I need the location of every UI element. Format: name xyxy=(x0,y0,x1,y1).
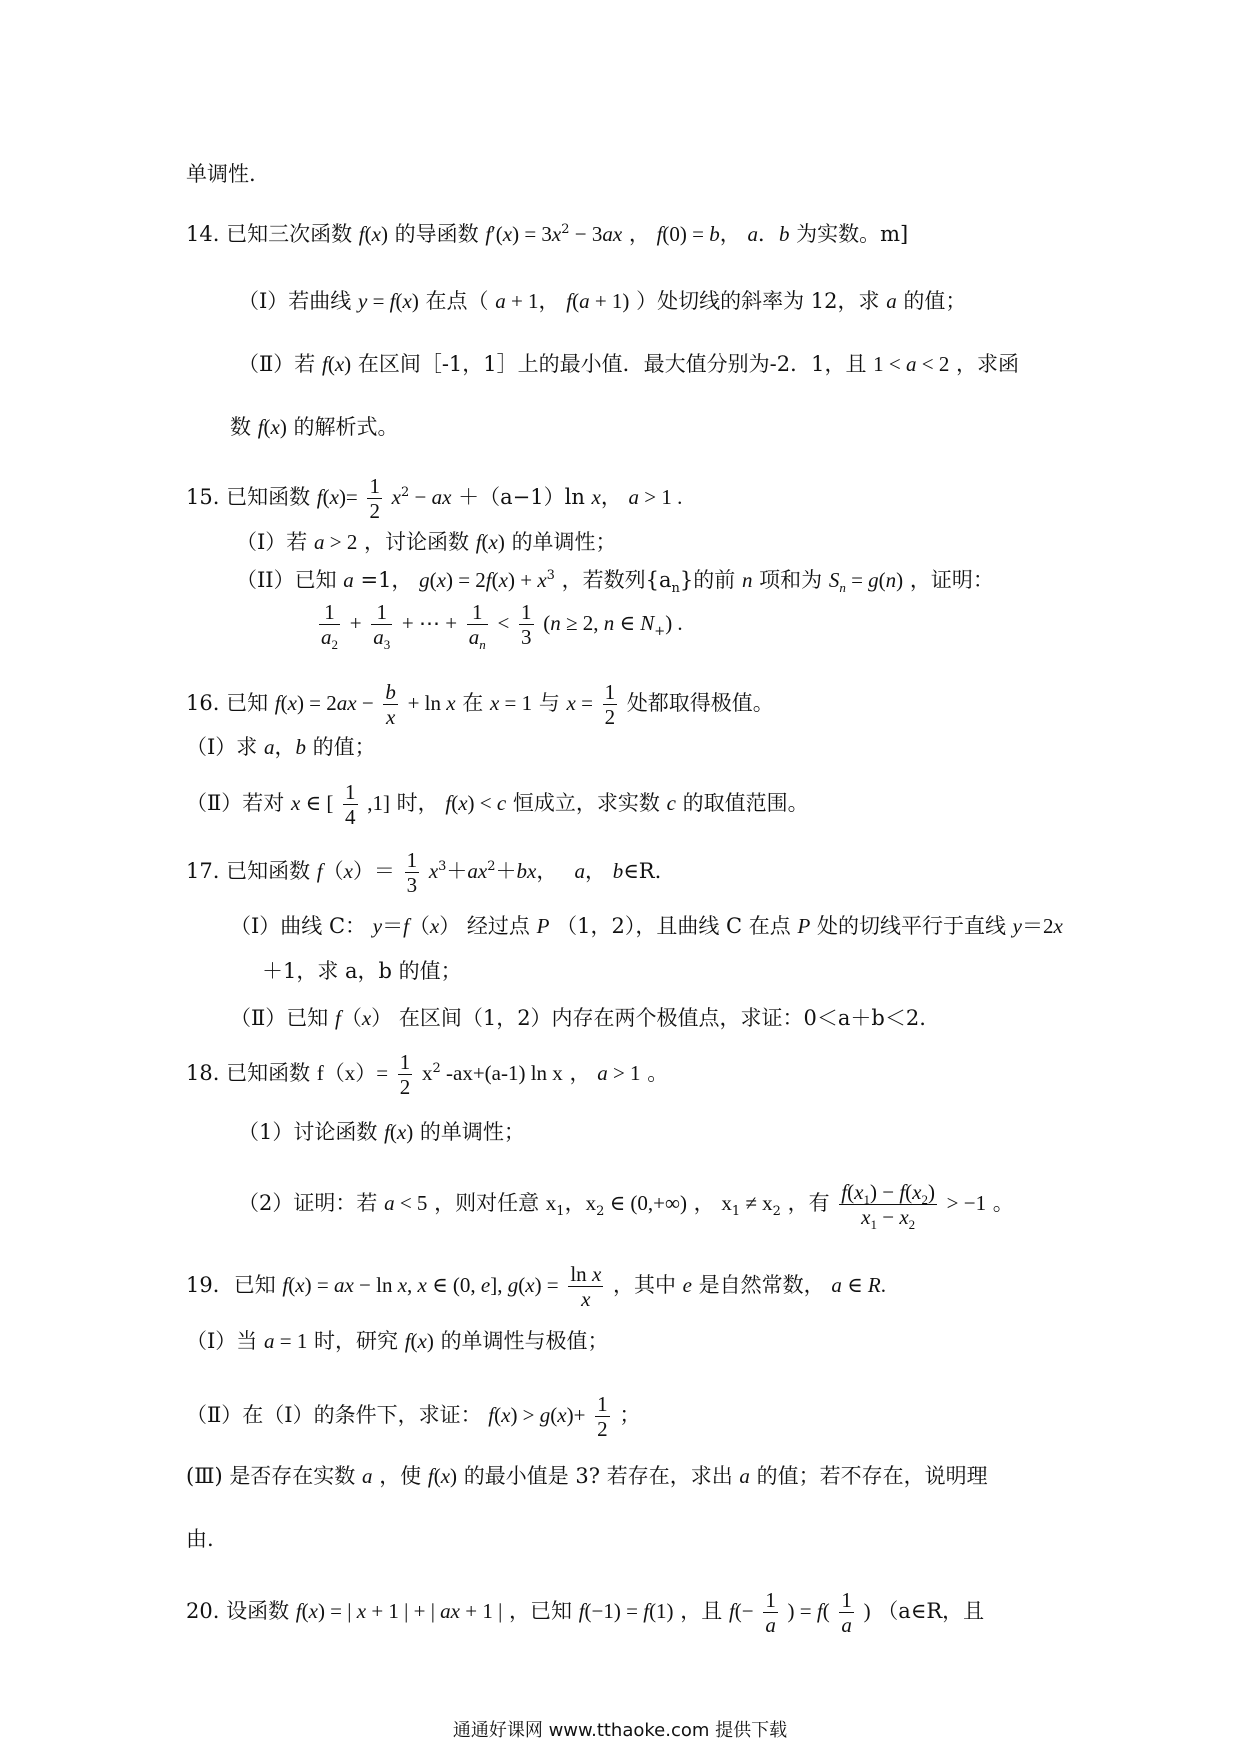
question-14-part-2-cont: 数 f(x) 的解析式。 xyxy=(230,415,399,439)
question-15: 15. 已知函数 f(x)= $\frac{1}{2}$ $x^2$ − ax ＋（a−1）ln x， a > 1 . xyxy=(186,474,683,523)
question-17-part-2: （Ⅱ）已知 f（x） 在区间（1，2）内存在两个极值点，求证：0＜a＋b＜2. xyxy=(230,1006,926,1030)
question-14-part-1: （Ⅰ）若曲线 y = f(x) 在点（ a + 1， f(a + 1) ）处切线的斜率为 12，求 a 的值； xyxy=(238,289,967,313)
question-16-part-1: （Ⅰ）求 a，b 的值； xyxy=(186,735,376,759)
question-15-inequality: $\frac{1}{a_2}$ + $\frac{1}{a_3}$ + ⋯ + $\frac{1}{a_n}$ < $\frac{1}{3}$ (n ≥ 2, n ∈ $N_+$) . xyxy=(321,600,683,653)
question-17: 17. 已知函数 f（x）＝ $\frac{1}{3}$ $x^3+ax^2+bx$， a， b∈R. xyxy=(186,848,662,897)
question-17-part-1-cont: ＋1，求 a，b 的值； xyxy=(262,959,462,983)
question-19-part-1: （Ⅰ）当 a = 1 时，研究 f(x) 的单调性与极值； xyxy=(186,1329,609,1353)
question-16: 16. 已知 f(x) = 2ax − $\frac{b}{x}$ + ln x 在 x = 1 与 x = $\frac{1}{2}$ 处都取得极值。 xyxy=(186,680,774,729)
text-line: 单调性. xyxy=(186,162,256,186)
question-14-part-2: （Ⅱ）若 f(x) 在区间［-1，1］上的最小值．最大值分别为-2．1，且 1 < a < 2 ，求函 xyxy=(238,352,1020,376)
question-18: 18. 已知函数 f（x）= $\frac{1}{2}$ $x^2$ -ax+(a-1) ln x ， a > 1 。 xyxy=(186,1050,669,1099)
question-18-part-2: （2）证明：若 a < 5 ，则对任意 $x_1$，$x_2$ ∈ (0,+∞) ， $x_1 \ne x_2$ ，有 $\frac{f(x_1) - f(x_2)}{x_1 - x_2}$ > −1 。 xyxy=(238,1180,1014,1233)
page-footer: 通通好课网 www.tthaoke.com 提供下载 xyxy=(452,1720,788,1741)
question-19-part-3: (Ⅲ) 是否存在实数 a ，使 f(x) 的最小值是 3? 若存在，求出 a 的值；若不存在，说明理 xyxy=(186,1464,988,1488)
question-14: 14. 已知三次函数 f(x) 的导函数 $f'(x) = 3x^2 - 3ax$ ， f(0) = b， a．b 为实数。m] xyxy=(186,222,909,246)
question-16-part-2: （Ⅱ）若对 x ∈ [ $\frac{1}{4}$ ,1] 时， f(x) < c 恒成立，求实数 c 的取值范围。 xyxy=(186,780,809,829)
question-19-part-2: （Ⅱ）在（Ⅰ）的条件下，求证： f(x) > g(x)+ $\frac{1}{2}$ ； xyxy=(186,1392,641,1441)
question-18-part-1: （1）讨论函数 f(x) 的单调性； xyxy=(238,1120,525,1144)
question-17-part-1: （Ⅰ）曲线 C： y＝f（x） 经过点 P （1，2），且曲线 C 在点 P 处的切线平行于直线 y＝2x xyxy=(230,914,1063,938)
question-15-part-2: （II）已知 a =1， $g(x) = 2f(x) + x^3$ ，若数列$\{a_n\}$的前 n 项和为 $S_n = g(n)$ ，证明： xyxy=(236,568,994,597)
question-19: 19．已知 f(x) = ax − ln x, x ∈ (0, e], g(x) = $\frac{\text{ln x}}{x}$ ，其中 e 是自然常数， a ∈ R. xyxy=(186,1262,886,1311)
question-20: 20. 设函数 f(x) = | x + 1 | + | ax + 1 | ，已知 f(−1) = f(1) ，且 f(− $\frac{1}{a}$ ) = f( $\frac{1}{a}$ ) （a∈R，且 xyxy=(186,1588,985,1637)
question-15-part-1: （Ⅰ）若 a > 2 ，讨论函数 f(x) 的单调性； xyxy=(236,530,617,554)
question-19-part-3-cont: 由. xyxy=(186,1527,214,1551)
